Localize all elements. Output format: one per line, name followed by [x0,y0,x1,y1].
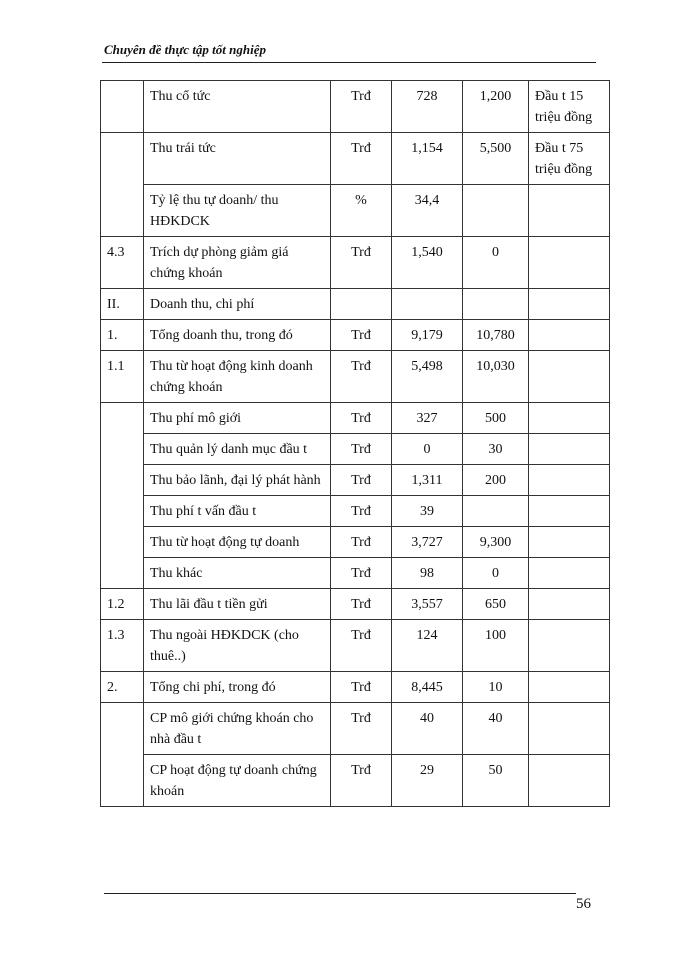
row-value-1-cell: 29 [392,755,463,807]
data-table [100,80,610,807]
row-note-cell [529,703,610,755]
row-value-1-cell: 728 [392,81,463,133]
row-value-2-cell: 10,780 [463,320,529,351]
row-unit-cell [331,289,392,320]
row-unit-cell: Trđ [331,703,392,755]
row-unit-cell: Trđ [331,133,392,185]
row-unit-cell: Trđ [331,237,392,289]
row-value-2-cell: 50 [463,755,529,807]
table-row [101,755,610,807]
row-item-cell: Tổng chi phí, trong đó [144,672,331,703]
footer-rule [104,893,576,894]
row-value-2-cell [463,185,529,237]
row-note-cell: Đầu t 75 triệu đồng [529,133,610,185]
table-row [101,133,610,185]
row-note-cell [529,496,610,527]
row-value-1-cell: 3,557 [392,589,463,620]
row-note-cell [529,320,610,351]
row-unit-cell: Trđ [331,496,392,527]
row-number-cell: 2. [101,672,144,703]
row-value-2-cell: 100 [463,620,529,672]
row-value-1-cell: 8,445 [392,672,463,703]
table-row [101,558,610,589]
row-number-cell: 1.2 [101,589,144,620]
row-number-cell [101,703,144,755]
row-item-cell: Thu ngoài HĐKDCK (cho thuê..) [144,620,331,672]
row-note-cell [529,237,610,289]
row-number-cell [101,496,144,527]
table-row [101,465,610,496]
row-item-cell: Doanh thu, chi phí [144,289,331,320]
row-value-1-cell: 34,4 [392,185,463,237]
row-value-2-cell: 0 [463,558,529,589]
row-number-cell: II. [101,289,144,320]
row-item-cell: Thu bảo lãnh, đại lý phát hành [144,465,331,496]
row-note-cell [529,672,610,703]
row-value-2-cell: 200 [463,465,529,496]
row-number-cell [101,527,144,558]
row-number-cell [101,755,144,807]
row-item-cell: Thu lãi đầu t tiền gửi [144,589,331,620]
table-row [101,620,610,672]
row-number-cell: 1.3 [101,620,144,672]
row-unit-cell: Trđ [331,465,392,496]
row-unit-cell: Trđ [331,755,392,807]
row-unit-cell: Trđ [331,672,392,703]
row-note-cell [529,755,610,807]
table-row [101,320,610,351]
table-row [101,589,610,620]
row-value-1-cell: 40 [392,703,463,755]
table-row [101,351,610,403]
row-number-cell [101,81,144,133]
table-row [101,496,610,527]
row-value-1-cell: 9,179 [392,320,463,351]
row-value-2-cell [463,289,529,320]
row-value-1-cell: 1,154 [392,133,463,185]
table-body [101,81,610,807]
row-number-cell [101,133,144,185]
row-note-cell [529,434,610,465]
row-item-cell: Trích dự phòng giảm giá chứng khoán [144,237,331,289]
row-item-cell: CP hoạt động tự doanh chứng khoán [144,755,331,807]
row-value-2-cell: 650 [463,589,529,620]
table-row [101,403,610,434]
row-note-cell [529,589,610,620]
row-unit-cell: Trđ [331,589,392,620]
page-number: 56 [576,896,591,912]
row-item-cell: Thu phí t vấn đầu t [144,496,331,527]
row-note-cell [529,527,610,558]
table-row [101,289,610,320]
row-value-2-cell: 40 [463,703,529,755]
table-row [101,237,610,289]
table-row [101,527,610,558]
row-number-cell [101,185,144,237]
row-note-cell [529,620,610,672]
row-value-2-cell: 0 [463,237,529,289]
row-value-2-cell: 10,030 [463,351,529,403]
row-item-cell: Tổng doanh thu, trong đó [144,320,331,351]
row-value-1-cell [392,289,463,320]
row-item-cell: Thu cổ tức [144,81,331,133]
row-value-1-cell: 0 [392,434,463,465]
row-number-cell: 1.1 [101,351,144,403]
row-note-cell: Đầu t 15 triệu đồng [529,81,610,133]
row-value-1-cell: 39 [392,496,463,527]
row-value-1-cell: 1,311 [392,465,463,496]
row-item-cell: Tỷ lệ thu tự doanh/ thu HĐKDCK [144,185,331,237]
row-item-cell: Thu từ hoạt động tự doanh [144,527,331,558]
row-item-cell: Thu trái tức [144,133,331,185]
row-value-2-cell: 10 [463,672,529,703]
row-note-cell [529,403,610,434]
row-note-cell [529,289,610,320]
row-note-cell [529,558,610,589]
table-row [101,703,610,755]
row-unit-cell: Trđ [331,320,392,351]
row-item-cell: Thu khác [144,558,331,589]
table-row [101,81,610,133]
row-value-2-cell [463,496,529,527]
row-unit-cell: Trđ [331,351,392,403]
row-unit-cell: Trđ [331,434,392,465]
row-value-2-cell: 1,200 [463,81,529,133]
row-number-cell [101,434,144,465]
document-header: Chuyên đề thực tập tốt nghiệp [104,42,266,57]
row-value-1-cell: 3,727 [392,527,463,558]
row-value-2-cell: 30 [463,434,529,465]
row-unit-cell: Trđ [331,403,392,434]
row-number-cell [101,403,144,434]
row-number-cell: 1. [101,320,144,351]
table-row [101,672,610,703]
row-unit-cell: % [331,185,392,237]
row-item-cell: Thu phí mô giới [144,403,331,434]
table-row [101,185,610,237]
row-item-cell: Thu quản lý danh mục đầu t [144,434,331,465]
row-unit-cell: Trđ [331,558,392,589]
row-unit-cell: Trđ [331,620,392,672]
row-value-1-cell: 98 [392,558,463,589]
row-unit-cell: Trđ [331,527,392,558]
row-value-2-cell: 9,300 [463,527,529,558]
row-number-cell: 4.3 [101,237,144,289]
header-rule [102,62,596,63]
row-unit-cell: Trđ [331,81,392,133]
row-value-1-cell: 124 [392,620,463,672]
table-row [101,434,610,465]
row-value-1-cell: 5,498 [392,351,463,403]
row-value-1-cell: 327 [392,403,463,434]
row-value-1-cell: 1,540 [392,237,463,289]
row-item-cell: Thu từ hoạt động kinh doanh chứng khoán [144,351,331,403]
row-value-2-cell: 500 [463,403,529,434]
row-value-2-cell: 5,500 [463,133,529,185]
row-note-cell [529,185,610,237]
row-number-cell [101,465,144,496]
row-item-cell: CP mô giới chứng khoán cho nhà đầu t [144,703,331,755]
row-number-cell [101,558,144,589]
row-note-cell [529,351,610,403]
row-note-cell [529,465,610,496]
